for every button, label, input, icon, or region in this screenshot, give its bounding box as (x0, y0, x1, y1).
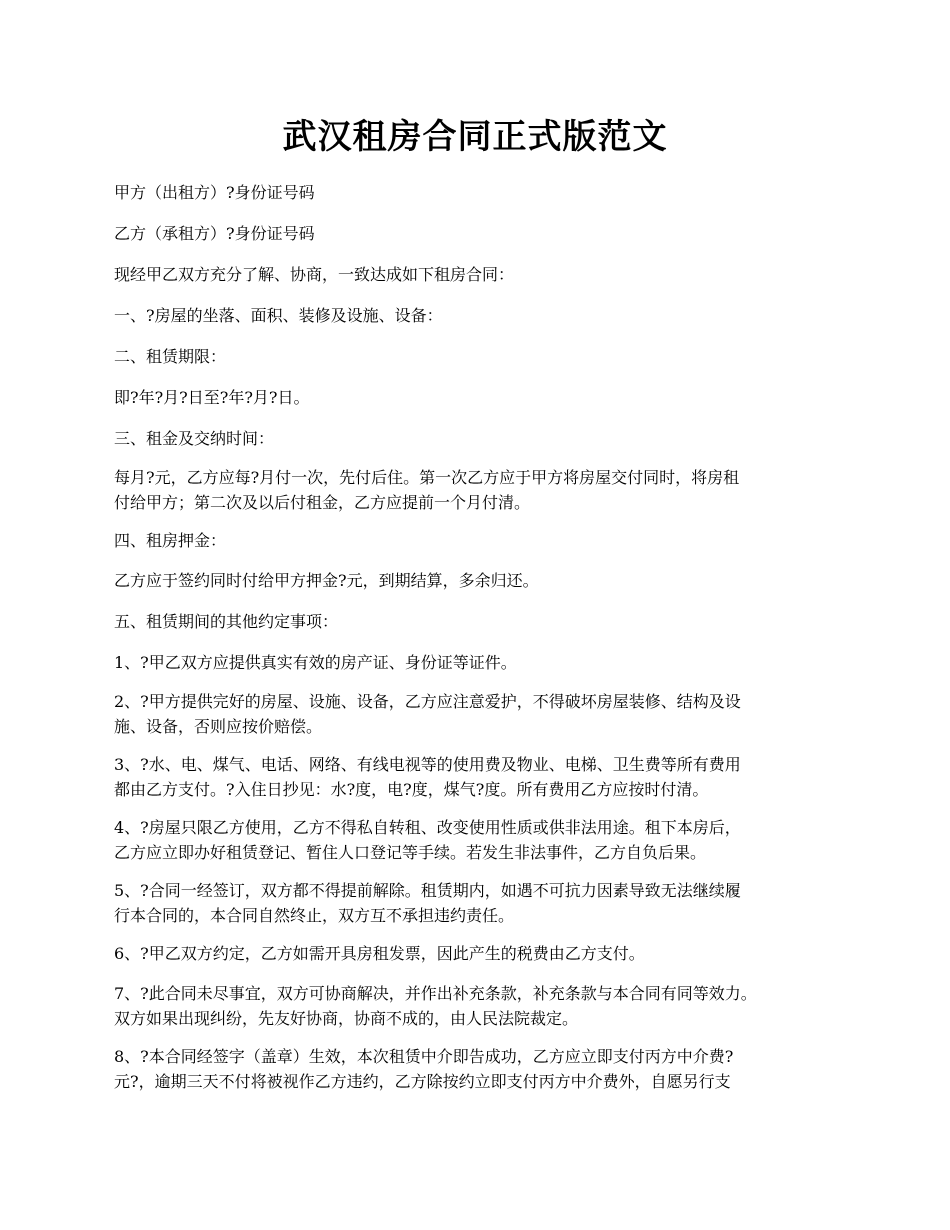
text-line: 7、?此合同未尽事宜，双方可协商解决，并作出补充条款，补充条款与本合同有同等效力。 (114, 984, 757, 1003)
party-a-line (114, 180, 844, 205)
text-line: 五、租赁期间的其他约定事项： (114, 612, 339, 631)
text-line: 每月?元，乙方应每?月付一次，先付后住。第一次乙方应于甲方将房屋交付同时，将房租 (114, 468, 740, 487)
party-b-line (114, 221, 844, 246)
text-line: 4、?房屋只限乙方使用，乙方不得私自转租、改变使用性质或供非法用途。租下本房后， (114, 818, 741, 837)
clause-3 (114, 752, 844, 802)
text-line: 都由乙方支付。?入住日抄见：水?度，电?度，煤气?度。所有费用乙方应按时付清。 (114, 780, 709, 799)
deposit-paragraph (114, 568, 844, 593)
clause-4 (114, 815, 844, 865)
text-line: 一、?房屋的坐落、面积、装修及设施、设备： (114, 306, 443, 325)
text-line: 8、?本合同经签字（盖章）生效，本次租赁中介即告成功，乙方应立即支付丙方中介费? (114, 1047, 734, 1066)
lease-term-paragraph (114, 385, 844, 410)
text-line: 甲方（出租方）?身份证号码 (114, 183, 315, 202)
text-line: 5、?合同一经签订，双方都不得提前解除。租赁期内，如遇不可抗力因素导致无法继续履 (114, 881, 741, 900)
section-5-heading (114, 609, 844, 634)
text-line: 行本合同的，本合同自然终止，双方互不承担违约责任。 (114, 906, 515, 925)
section-1-heading (114, 303, 844, 328)
text-line: 付给甲方；第二次及以后付租金，乙方应提前一个月付清。 (114, 493, 531, 512)
clause-6 (114, 941, 844, 966)
text-line: 2、?甲方提供完好的房屋、设施、设备，乙方应注意爱护，不得破坏房屋装修、结构及设 (114, 692, 741, 711)
section-2-heading (114, 344, 844, 369)
text-line: 四、租房押金： (114, 531, 227, 550)
section-3-heading (114, 426, 844, 451)
text-line: 现经甲乙双方充分了解、协商，一致达成如下租房合同： (114, 265, 515, 284)
rent-paragraph (114, 465, 844, 515)
intro-paragraph (114, 262, 844, 287)
clause-1 (114, 650, 844, 675)
text-line: 即?年?月?日至?年?月?日。 (114, 388, 310, 407)
text-line: 6、?甲乙双方约定，乙方如需开具房租发票，因此产生的税费由乙方支付。 (114, 944, 645, 963)
clause-8 (114, 1044, 844, 1094)
text-line: 元?，逾期三天不付将被视作乙方违约，乙方除按约立即支付丙方中介费外，自愿另行支 (114, 1072, 731, 1091)
clause-5 (114, 878, 844, 928)
text-line: 三、租金及交纳时间： (114, 429, 275, 448)
document-title: 武汉租房合同正式版范文 (282, 117, 668, 157)
text-line: 乙方应立即办好租赁登记、暂住人口登记等手续。若发生非法事件，乙方自负后果。 (114, 843, 707, 862)
text-line: 双方如果出现纠纷，先友好协商，协商不成的，由人民法院裁定。 (114, 1009, 579, 1028)
text-line: 施、设备，否则应按价赔偿。 (114, 717, 323, 736)
clause-2 (114, 689, 844, 739)
text-line: 1、?甲乙双方应提供真实有效的房产证、身份证等证件。 (114, 653, 517, 672)
text-line: 乙方应于签约同时付给甲方押金?元，到期结算，多余归还。 (114, 571, 539, 590)
clause-7 (114, 981, 844, 1031)
text-line: 二、租赁期限： (114, 347, 227, 366)
text-line: 3、?水、电、煤气、电话、网络、有线电视等的使用费及物业、电梯、卫生费等所有费用 (114, 755, 741, 774)
text-line: 乙方（承租方）?身份证号码 (114, 224, 315, 243)
section-4-heading (114, 528, 844, 553)
